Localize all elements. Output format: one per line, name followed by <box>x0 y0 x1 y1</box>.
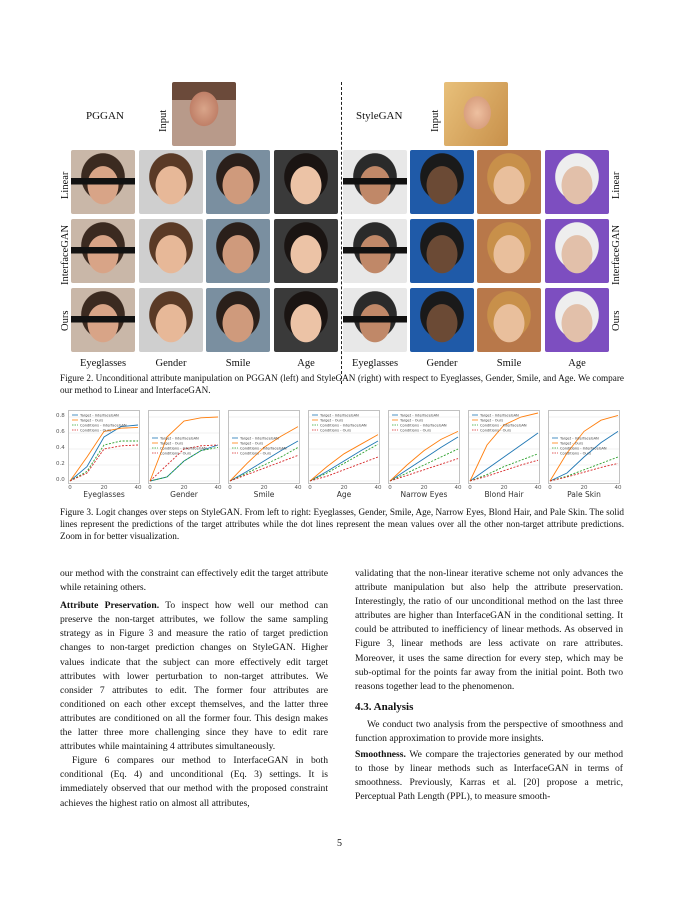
legend-entry: Conditions - Ours <box>320 428 352 433</box>
row-label-right: InterfaceGAN <box>611 224 622 285</box>
plot-label: Gender <box>170 490 198 499</box>
face-image <box>71 219 135 283</box>
logit-plot <box>388 410 461 486</box>
legend-entry: Target - Ours <box>160 441 184 446</box>
col2-paragraph-3: We compare the trajectories generated by our method to those by linear methods such as InterfaceGAN in terms of smoothness. Previously, Karras et al. [20] propose a metric, Perceptual Path Length (PPL), to measure smooth- <box>355 749 624 803</box>
logit-plot <box>308 410 381 486</box>
face-image <box>206 288 270 352</box>
face-image <box>545 288 609 352</box>
x-tick-label: 0 <box>148 485 152 491</box>
x-tick-label: 0 <box>68 485 72 491</box>
logit-plot <box>228 410 301 486</box>
input-face-pggan <box>172 82 236 146</box>
legend-entry: Conditions - InterfaceGAN <box>400 423 447 428</box>
row-label-left: InterfaceGAN <box>60 224 71 285</box>
x-tick-label: 40 <box>134 485 142 491</box>
face-image <box>71 150 135 214</box>
stylegan-title: StyleGAN <box>356 110 403 122</box>
face-image <box>545 219 609 283</box>
legend-entry: Target - Ours <box>480 418 504 423</box>
face-image <box>343 150 407 214</box>
logit-plot <box>68 410 141 486</box>
legend-entry: Conditions - Ours <box>80 428 112 433</box>
column-label: Age <box>297 358 315 369</box>
logit-plot <box>468 410 541 486</box>
x-tick-label: 0 <box>388 485 392 491</box>
x-tick-label: 20 <box>100 485 108 491</box>
legend-entry: Target - Ours <box>80 418 104 423</box>
column-label: Eyeglasses <box>351 358 399 369</box>
face-image <box>274 219 338 283</box>
legend-entry: Conditions - InterfaceGAN <box>240 446 287 451</box>
legend-entry: Target - InterfaceGAN <box>560 436 599 441</box>
figure-3-caption: Figure 3. Logit changes over steps on StyleGAN. From left to right: Eyeglasses, Gender, Smile, Age, Narrow Eyes, Blond Hair, and Pale Skin. The solid lines represent the predictions of the target attributes while the dot lines represent the mean values over all the other non-target attribute predictions. Zoom in for better visualization. <box>60 507 624 541</box>
y-tick-label: 0.6 <box>56 429 65 435</box>
legend-entry: Conditions - Ours <box>240 451 272 456</box>
x-tick-label: 20 <box>260 485 268 491</box>
smoothness-heading: Smoothness. <box>355 749 406 761</box>
legend-entry: Target - Ours <box>560 441 584 446</box>
analysis-heading: 4.3. Analysis <box>355 700 414 713</box>
column-label: Smile <box>225 358 251 369</box>
legend-entry: Conditions - Ours <box>400 428 432 433</box>
legend-entry: Target - InterfaceGAN <box>320 413 359 418</box>
row-label-left: Linear <box>60 171 71 199</box>
x-tick-label: 40 <box>534 485 542 491</box>
legend-entry: Conditions - Ours <box>480 428 512 433</box>
plot-label: Narrow Eyes <box>400 490 448 499</box>
face-image <box>139 288 203 352</box>
y-tick-label: 0.8 <box>56 413 65 419</box>
legend-entry: Conditions - InterfaceGAN <box>560 446 607 451</box>
legend-entry: Conditions - Ours <box>560 451 592 456</box>
legend-entry: Target - Ours <box>400 418 424 423</box>
face-image <box>477 288 541 352</box>
plot-svg <box>308 410 380 484</box>
x-tick-label: 40 <box>454 485 462 491</box>
y-tick-label: 0.4 <box>56 445 65 451</box>
legend-entry: Target - InterfaceGAN <box>400 413 439 418</box>
legend-entry: Target - InterfaceGAN <box>160 436 199 441</box>
pggan-title: PGGAN <box>86 110 124 122</box>
plot-label: Eyeglasses <box>83 490 125 499</box>
input-label-right: Input <box>430 109 441 132</box>
row-label-right: Linear <box>611 171 622 199</box>
row-label-right: Ours <box>611 310 622 332</box>
face-image <box>343 219 407 283</box>
face-image <box>274 288 338 352</box>
legend-entry: Conditions - InterfaceGAN <box>80 423 127 428</box>
col1-paragraph-1: our method with the constraint can effectively edit the target attribute while retaining others. <box>60 568 328 594</box>
column-label: Gender <box>426 358 458 369</box>
y-tick-label: 0.2 <box>56 461 65 467</box>
x-tick-label: 20 <box>500 485 508 491</box>
plot-svg <box>228 410 300 484</box>
logit-plot <box>148 410 221 486</box>
face-image <box>410 288 474 352</box>
legend-entry: Target - InterfaceGAN <box>480 413 519 418</box>
x-tick-label: 40 <box>214 485 222 491</box>
column-label: Eyeglasses <box>79 358 127 369</box>
input-label-left: Input <box>158 109 169 132</box>
logit-plot <box>548 410 621 486</box>
legend-entry: Target - Ours <box>240 441 264 446</box>
face-image <box>343 288 407 352</box>
plot-svg <box>68 410 140 484</box>
face-image <box>206 150 270 214</box>
plot-svg <box>148 410 220 484</box>
face-image <box>477 219 541 283</box>
column-label: Age <box>568 358 586 369</box>
x-tick-label: 0 <box>548 485 552 491</box>
plot-svg <box>548 410 620 484</box>
x-tick-label: 20 <box>340 485 348 491</box>
x-tick-label: 40 <box>294 485 302 491</box>
x-tick-label: 0 <box>308 485 312 491</box>
figure-divider <box>341 82 342 384</box>
col2-paragraph-2: We conduct two analysis from the perspective of smoothness and function approximation to provide more insights. <box>355 718 623 745</box>
input-face-stylegan <box>444 82 508 146</box>
face-image <box>139 219 203 283</box>
face-image <box>545 150 609 214</box>
face-image <box>139 150 203 214</box>
x-tick-label: 0 <box>228 485 232 491</box>
column-right <box>355 567 623 805</box>
legend-entry: Target - InterfaceGAN <box>240 436 279 441</box>
y-tick-label: 0.0 <box>56 477 65 483</box>
col1-paragraph-2: To inspect how well our method can preserve the non-target attributes, we follow the same sampling strategy as in Figure 3 and measure the ratio of target prediction changes to non-target prediction changes on StyleGAN. Higher values indicate that the subject can more effectively edit target attributes with lower perturbation to non-target attributes. We consider 7 attributes to edit. The former four attributes are conditioned on each other except themselves, and the latter three attributes are conditioned on all the former four. This design makes the latter three more challenging since they have to edit rare attributes while maintaining 4 attributes simultaneously. <box>60 600 328 753</box>
plot-svg <box>388 410 460 484</box>
column-left <box>60 567 328 811</box>
x-tick-label: 20 <box>420 485 428 491</box>
face-image <box>71 288 135 352</box>
x-tick-label: 20 <box>580 485 588 491</box>
legend-entry: Target - Ours <box>320 418 344 423</box>
attribute-preservation-heading: Attribute Preservation. <box>60 600 160 612</box>
x-tick-label: 20 <box>180 485 188 491</box>
column-label: Gender <box>155 358 187 369</box>
face-image <box>477 150 541 214</box>
row-label-left: Ours <box>60 310 71 332</box>
legend-entry: Conditions - Ours <box>160 451 192 456</box>
plot-svg <box>468 410 540 484</box>
x-tick-label: 40 <box>374 485 382 491</box>
face-image <box>274 150 338 214</box>
legend-entry: Conditions - InterfaceGAN <box>160 446 207 451</box>
page-number: 5 <box>337 838 342 849</box>
column-label: Smile <box>496 358 522 369</box>
col2-paragraph-1: validating that the non-linear iterative scheme not only advances the attribute manipulation but also help the attribute preservation. Interestingly, the ratio of our unconditional method on the last three attributes are higher than InterfaceGAN in the conditional setting. It could be attributed to inefficiency of linear methods. As observed in Figure 3, linear methods are less activate on rare attributes. Moreover, it uses the same direction for every step, which may be sub-optimal for the points far away from the initial point. Both two reasons together lead to the phenomenon. <box>355 568 623 692</box>
figure-2-caption: Figure 2. Unconditional attribute manipulation on PGGAN (left) and StyleGAN (right) with respect to Eyeglasses, Gender, Smile, and Age. We compare our method to Linear and InterfaceGAN. <box>60 373 624 395</box>
col1-paragraph-3: Figure 6 compares our method to InterfaceGAN in both conditional (Eq. 4) and unconditional (Eq. 3) settings. It is immediately observed that our method with the proposed constraint achieves the highest ratio on almost all attributes, <box>60 755 328 809</box>
plot-label: Age <box>336 490 352 499</box>
x-tick-label: 0 <box>468 485 472 491</box>
face-image <box>206 219 270 283</box>
face-image <box>410 150 474 214</box>
plot-label: Smile <box>253 490 275 499</box>
legend-entry: Conditions - InterfaceGAN <box>480 423 527 428</box>
legend-entry: Target - InterfaceGAN <box>80 413 119 418</box>
x-tick-label: 40 <box>614 485 622 491</box>
face-image <box>410 219 474 283</box>
plot-label: Blond Hair <box>484 490 524 499</box>
legend-entry: Conditions - InterfaceGAN <box>320 423 367 428</box>
plot-label: Pale Skin <box>567 490 601 499</box>
